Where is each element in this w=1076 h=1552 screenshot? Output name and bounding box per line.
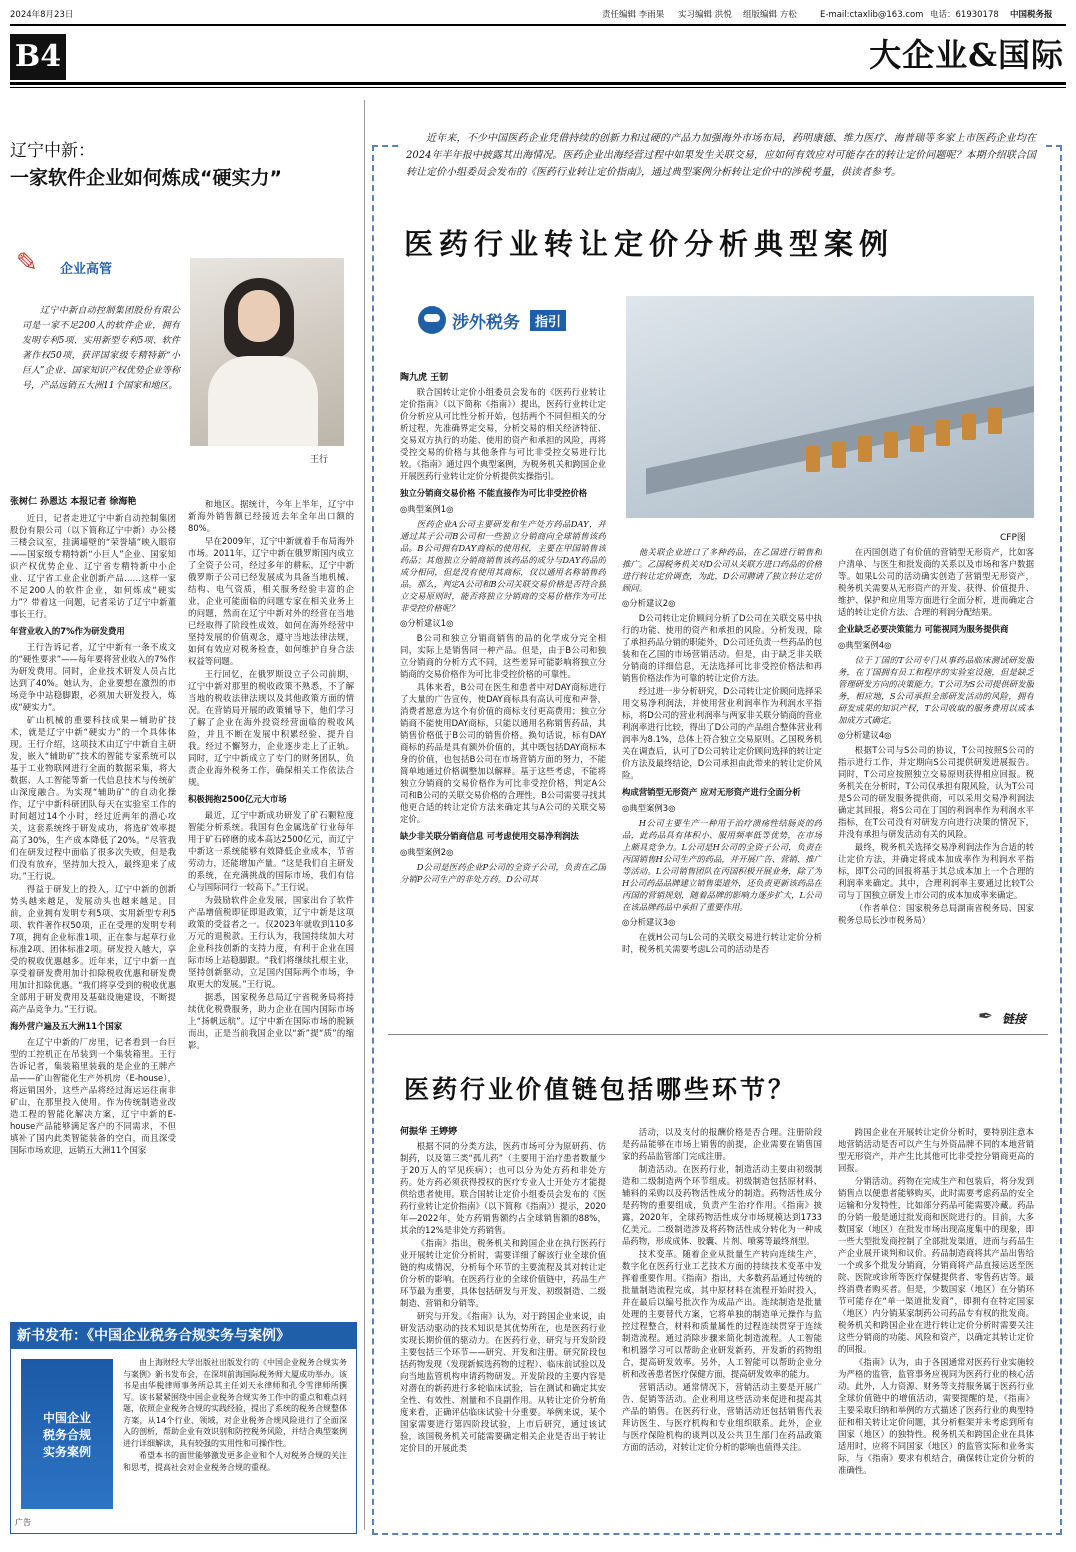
left-column-divider: [364, 100, 365, 1530]
logo-ribbon-icon: [424, 314, 440, 322]
book-cover-line2: 税务合规: [42, 1428, 91, 1442]
vial: [910, 426, 924, 452]
paragraph: 跨国企业在开展转让定价分析时，要特别注意本地营销活动是否可以产生与外资品牌不同的本地营销型无形资产，并产生比其他可比非受控分销商更高的回报。: [838, 1127, 1034, 1173]
book-cover-line1: 中国企业: [42, 1411, 91, 1425]
paragraph: 在辽宁中新的厂房里，记者看到一台巨型的工控机正在吊装到一个集装箱里。王行告诉记者，集装箱里装载的是企业的王牌产品——矿山智能化生产外机房（E-house），将远销国外，这些产品将经过海运运往南非矿山，在那里投入使用。作为传统制造业改造工程的智能化解决方案，辽宁中新的E-house产品能够满足客户的不同需求，不但填补了国内此类智能装备的空白，而且深受国际市场欢迎，远销五大洲11个国家: [10, 1037, 176, 1155]
case-paragraph: 位于丁国的T公司专门从事药品临床测试研发服务，在丁国拥有员工和程序的实验室设施，但是缺乏管理研发方向的决策能力。T公司为S公司提供研发服务，相应地，S公司承担全部研发活动的风险，拥有研发成果的知识产权，T公司收取的服务费用以成本加成方式确定。: [838, 655, 1034, 725]
paper-name: 中国税务报: [1010, 10, 1053, 20]
paragraph: 经过进一步分析研究，D公司转让定价顾问选择采用交易净利润法，并使用营业利润率作为利润水平指标，将D公司的营业利润率与两家非关联分销商的营业利润率进行比较，得出了D公司的产品组合整体营业利润率为8.1%，总体上符合独立交易原则。乙国税务机关在调查后，认可了D公司转让定价顾问选择的转让定价方法及最终结论，D公司承担由此带来的转让定价风险。: [622, 686, 822, 780]
vial: [988, 408, 1002, 434]
paragraph: 王行告诉记者，辽宁中新有一条不成文的“硬性要求”——每年要将营业收入的7%作为研发费用。同时，企业技术研发人员占比达到了40%。她认为，企业要想在激烈的市场竞争中站稳脚跟，必须加大研发投入，炼成“硬实力”。: [10, 642, 176, 712]
paragraph: D公司转让定价顾问分析了D公司在关联交易中执行的功能、使用的资产和承担的风险。分析发现，除了承担药品分销的职能外，D公司还负责一些药品的包装和在乙国的市场营销活动。但是，由于缺乏非关联分销商的详细信息，无法选择可比非受控价格法和再销售价格法作为可靠的转让定价方法。: [622, 613, 822, 683]
issue-date: 2024年8月23日: [10, 10, 74, 20]
book-ad-body: [123, 1357, 347, 1474]
page-header: [10, 8, 1066, 22]
feature-lead: 近年来，不少中国医药企业凭借持续的创新力和过硬的产品力加强海外市场布局，药明康德、维力医疗、海普瑞等多家上市医药企业均在2024年半年报中披露其出海情况。医药企业出海经营过程中如果发生关联交易，应如何有效应对可能存在的转让定价问题呢？本期介绍联合国转让定价小组委员会发布的《医药行业转让定价指南》，通过典型案例分析转让定价中的涉税考量，供读者参考。: [400, 130, 1042, 181]
vial: [858, 436, 872, 462]
page-code-box: [10, 34, 66, 80]
case-label: ◎分析建议4◎: [838, 730, 892, 740]
paragraph: 最近，辽宁中新成功研发了矿石颗粒度智能分析系统。我国有色金属选矿行业每年用于矿石碎磨的成本高达2500亿元，而辽宁中新这一系统能够有效降低企业成本，节省劳动力，还能增加产量。“这是我们自主研发的系统，在充满挑战的国际市场，我们有信心与国际同行一较高下。”王行说。: [188, 810, 354, 892]
paragraph: 分销活动。药物在完成生产和包装后，将分发到销售点以便患者能够购买，此时需要考虑药品的安全运输和分发特性，比如部分药品可能需要冷藏。药品的分销一般是通过批发商和医院进行的。目前，大多数国家（地区）在批发市场出现高度集中的现象，即一些大型批发商控制了全部批发渠道，进而与药品生产企业展开谈判和议价。药品制造商将其产品出售给一个或多个批发分销商，分销商将产品直接运送至医院、医院或诊所等医疗保健提供者、零售药店等。最终消费者购买者。但是，少数国家（地区）在分销环节可能存在“单一渠道批发商”，即拥有在特定国家（地区）内分销某家制药公司药品专有权的批发商。税务机关和跨国企业在进行转让定价分析时需要关注这些分销商的功能、风险和资产，以确定其转让定价的回报。: [838, 1176, 1034, 1354]
paragraph: 据悉，国家税务总局辽宁省税务局将持续优化税费服务，助力企业在国内国际市场上“扬帆远航”。辽宁中新在国际市场的脱颖而出，正是当前我国企业以“新”提“质”的缩影。: [188, 992, 354, 1050]
subheading: 年营业收入的7%作为研发费用: [10, 626, 125, 636]
paragraph: 近日，记者走进辽宁中新自动控制集团股份有限公司（以下简称辽宁中新）办公楼三楼会议室，挂满墙壁的“荣誉墙”映入眼帘——国家级专精特新“小巨人”企业、国家知识产权优势企业、辽宁省专精特新中小企业、辽宁省工业企业创新产品……这样一家不足200人的软件企业，如何炼成“硬实力”？带着这一问题，记者采访了辽宁中新董事长王行。: [10, 513, 176, 619]
paragraph: 在就H公司与L公司的关联交易进行转让定价分析时，税务机关需要考虑L公司的活动是否: [622, 932, 822, 954]
vial: [884, 432, 898, 458]
ad-tag: 广告: [15, 1518, 31, 1527]
case-label: ◎典型案例4◎: [838, 640, 892, 650]
book-ad-paragraph-2: 希望本书的面世能够激发更多企业和个人对税务合规的关注和思考，提高社会对企业税务合规的重视。: [123, 1451, 347, 1472]
portrait-face: [238, 290, 280, 342]
book-ad: [10, 1322, 357, 1534]
subheading: 海外营户遍及五大洲11个国家: [10, 1021, 123, 1031]
subheading: 缺少非关联分销商信息 可考虑使用交易净利润法: [400, 831, 579, 841]
subheading: 构成营销型无形资产 应对无形资产进行全面分析: [622, 787, 801, 797]
left-article-kicker: 辽宁中新：: [10, 141, 95, 161]
paragraph: 早在2009年，辽宁中新就着手布局海外市场。2011年，辽宁中新在俄罗斯国内成立了全资子公司，经过多年的耕耘，辽宁中新俄罗斯子公司已经发展成为具备当地机械、结构、电气资质，相关服务经验丰富的企业，企业可能面临的问题专家在相关业务上的问题，然而在辽宁中新对外的经营在当地已经取得了阶段性成效，如何在海外经营中坚持发展的价值观念，遵守当地法律法规，如何有效应对税务检查，如何维护自身合法权益等问题。: [188, 536, 354, 666]
article2-col2: [622, 1126, 822, 1520]
paragraph: 和地区。据统计，今年上半年，辽宁中新海外销售额已经接近去年全年出口额的80%。: [188, 499, 354, 533]
article1-col2: [622, 546, 822, 996]
article1-col3: [838, 546, 1034, 996]
book-cover-line3: 实务案例: [42, 1445, 91, 1459]
article1-title: 医药行业转让定价分析典型案例: [404, 227, 895, 261]
header-rule: [10, 24, 1066, 26]
left-article-col2: [188, 498, 354, 1306]
link-tag-text: 链接: [1002, 1012, 1027, 1026]
book-cover: [21, 1359, 113, 1509]
section-title: 大企业&国际: [869, 36, 1064, 74]
link-tag: [978, 1006, 1040, 1030]
left-article-intro: 辽宁中新自动控制集团股份有限公司是一家不足200人的软件企业，拥有发明专利5项、实用新型专利5项、软件著作权50项，获评国家级专精特新“小巨人”企业、国家知识产权优势企业等称号，产品远销五大洲11个国家和地区。: [22, 306, 180, 391]
contact-email[interactable]: E-mail:ctaxlib@163.com: [820, 10, 924, 20]
paragraph: 根据不同的分类方法，医药市场可分为原研药、仿制药，以及第三类“孤儿药”（主要用于治疗患者数量少于20万人的罕见疾病）；也可以分为处方药和非处方药。处方药必须获得授权的医疗专业人士开处方才能提供给患者使用。联合国转让定价小组委员会发布的《医药行业转让定价指南》（以下简称《指南》）提示，2020年—2022年，处方药销售额约占全球销售额的88%，其余的12%是非处方药销售。: [400, 1141, 606, 1235]
vial: [936, 420, 950, 446]
paragraph: 根据T公司与S公司的协议，T公司按照S公司的指示进行工作，并定期向S公司提供研发进展报告。同时，T公司应按照独立交易原则获得相应回报。税务机关在分析时，T公司仅承担有限风险，认为T公司是S公司的研发服务提供商，可以采用交易净利润法确定其回报，将S公司在丁国的利润率作为利润水平指标，在T公司没有对研发方向进行决策的情况下，并没有承担与研发活动有关的风险。: [838, 745, 1034, 839]
responsible-editor: 责任编辑 李雨果: [602, 10, 665, 20]
section-rule: [10, 82, 1066, 85]
paragraph: 《指南》认为，由于各国通常对医药行业实施较为严格的监管，监管事务应视同为医药行业的核心活动。此外，人力资源、财务等支持服务属于医药行业全球价值链中的增值活动，需要提醒的是，《指南》主要采取归纳和举例的方式描述了医药行业的典型特征和相关转让定价问题，其分析框架并未考虑到所有国家（地区）的独特性。税务机关和跨国企业在具体适用时，应将不同国家（地区）的监管实际和业务实际，与《指南》要求有机结合，确保转让定价分析的准确性。: [838, 1357, 1034, 1475]
paragraph: 联合国转让定价小组委员会发布的《医药行业转让定价指南》（以下简称《指南》）提出，医药行业转让定价分析应从可比性分析开始，包括两个不同但相关的分析过程，先准确界定交易，分析交易的相关经济特征、交易双方执行的功能、使用的资产和承担的风险，再将受控交易的价格与其他条件与可比非受控交易进行比较。《指南》通过四个典型案例，为税务机关和跨国企业开展医药行业转让定价分析提供实操指引。: [400, 387, 606, 481]
subheading: 企业缺乏必要决策能力 可能视同为服务提供商: [838, 624, 1009, 634]
paragraph: 《指南》指出，税务机关和跨国企业在执行医药行业开展转让定价分析时，需要详细了解该行业全球价值链的构成情况，分析每个环节的主要流程及其对转让定价分析的影响。在医药行业的全球价值链中，药品生产环节最为重要，具体包括研发与开发、初级制造、二级制造、营销和分销等。: [400, 1238, 606, 1308]
column-logo-2-tag: 指引: [530, 310, 566, 331]
paragraph: 营销活动。通常情况下，营销活动主要是开展广告、促销等活动。企业利用这些活动来促进和提高其产品的销售。在医药行业，营销活动还包括销售代表拜访医生、与医疗机构和专业组织联系。此外，企业与医疗保险机构的谈判以及公共卫生部门在药品政策方面的活动，对转让定价分析的影响也值得关注。: [622, 1382, 822, 1452]
column-logo-text: 企业高管: [60, 262, 113, 277]
paragraph: 矿山机械的重要科技成果—辅助矿技术，就是辽宁中新“硬实力”的一个具体体现。王行介绍，这项技术由辽宁中新自主研发，嵌入“辅助矿”技术的智能专家系统可以基于工业物联网进行全面的数据采集，将大数据、人工智能等新一代信息技术与传统矿山深度融合。为实现“辅助矿”的自动化操作，辽宁中新科研团队每天在实验室工作的时间超过14个小时，经过近两年的潜心攻关，这套系统终于研发成功，将选矿效率提高了30%，生产成本降低了20%。“尽管我们在研发过程中面临了很多次失败，但是我们没有放弃，坚持加大投入，最终迎来了成功。”王行说。: [10, 715, 176, 881]
paragraph: 具体来看，B公司在医生和患者中对DAY商标进行了大量的广告宣传，使DAY商标具有高认可度和声誉，消费者愿意为这个有价值的商标支付更高费用；独立分销商不能使用DAY商标，只能以通用名称销售药品，其销售价格低于B公司的销售价格。换句话说，标有DAY商标的药品是具有额外价值的，其中既包括DAY商标本身的价值，也包括B公司在市场营销方面的努力，不能简单地通过价格调整加以解释。基于这些考虑，不能将独立分销商的交易价格作为可比非受控价格，判定A公司和B公司的关联交易价格的合理性，B公司需要寻找其他更合适的转让定价方法来确定其与A公司的关联交易定价。: [400, 682, 606, 824]
paragraph: B公司和独立分销商销售的品的化学成分完全相同，实际上是销售同一种产品。但是，由于B公司和独立分销商的分析方式不同，这些差异可能影响将独立分销商的交易价格作为可比非受控价格的可靠性。: [400, 633, 606, 679]
case-paragraph: 医药企业A公司主要研发和生产处方药品DAY，并通过其子公司B公司和一些独立分销商向全球销售该药品。B公司拥有DAY商标的使用权，主要在甲国销售该药品；其他独立分销商销售该药品的成分与DAY药品的成分相同，但是没有使用其商标，仅以通用名称销售药品。那么，判定A公司和B公司关联交易价格是否符合独立交易原则时，能否将独立分销商的交易价格作为可比非受控价格呢？: [400, 519, 606, 613]
author-affiliation: （作者单位：国家税务总局湖南省税务局、国家税务总局长沙市税务局）: [838, 903, 1034, 925]
case-paragraph: H公司主要生产一种用于治疗溃疡性结肠炎的药品，此药品具有体积小、服用频率低等优势，在市场上颇具竞争力。L公司是H公司的全资子公司，负责在丙国销售H公司生产的药品，并开展广告、营销、推广等活动。L公司销售团队在丙国积极开展业务，除了为H公司药品品牌建立销售渠道外，还负责更新该药品在丙国的营销规划，随着品牌的影响力逐步扩大，L公司在该品牌药品中承担了重要作用。: [622, 818, 822, 912]
contact-phone: 电话：61930178: [930, 10, 999, 20]
article-divider: [388, 1034, 1048, 1035]
left-article: [10, 140, 355, 1310]
vial: [832, 442, 846, 468]
lab-photo: [626, 296, 1034, 518]
vial: [806, 446, 820, 472]
paragraph: 得益于研发上的投入，辽宁中新的创新势头越来越足，发展动头也越来越足。目前，企业拥有发明专利5项、实用新型专利5项、软件著作权50项，正在受理的发明专利7项，拥有企业标准1项，正在参与起草行业标准2项、团体标准2项。研发投入越大，享受的税收优惠越多。近年来，辽宁中新一直享受着研发费用加计扣除税收优惠和研发费用加计扣除优惠。“我们将享受到的税收优惠全部用于研发费用及基础设施建设，不断提高产品竞争力。”王行说。: [10, 884, 176, 1014]
case-label: ◎典型案例2◎: [400, 847, 454, 857]
article1-byline: 陶九虎 王韧: [400, 373, 449, 383]
paragraph: 为鼓励软件企业发展，国家出台了软件产品增值税即征即退政策，辽宁中新是这项政策的受益者之一。仅2023年就收到110多万元的退税款。王行认为，我国持续加大对企业科技创新的支持力度，有利于企业在国际市场上站稳脚跟。“我们将继续扎根主业，坚持创新驱动，立足国内国际两个市场，争取更大的发展。”王行说。: [188, 895, 354, 989]
portrait-body: [208, 356, 318, 446]
paragraph: 研究与开发。《指南》认为，对于跨国企业来说，由研发活动驱动的技术知识是其优势所在，也是医药行业实现长期价值的驱动力。在医药行业，研究与开发阶段主要包括三个环节——研究、开发和注册。研究阶段包括药物发现（发现新候选药物的过程）、临床前试验以及向当地监管机构申请药物研发。开发阶段的主要内容是对潜在的新药进行多轮临床试验，旨在测试和确定其安全性、有效性、剂量和不良副作用。从转让定价分析角度来看，正确评估临床试验十分重要。举例来说，某个国家需要进行第四阶段试验，上市后研究，通过该试验，该国税务机关可能需要确定相关企业是否出于转让定价目的开展此类: [400, 1311, 606, 1453]
vial: [962, 414, 976, 440]
page-code: B4: [14, 39, 62, 74]
left-article-title: 一家软件企业如何炼成“硬实力”: [10, 167, 282, 189]
case-label: ◎分析建议3◎: [622, 917, 676, 927]
quill-icon: ✒: [978, 1006, 994, 1027]
left-article-col1: [10, 512, 176, 1312]
paragraph: 在丙国创造了有价值的营销型无形资产，比如客户清单、与医生和批发商的关系以及市场和客户数据等。如果L公司的活动确实创造了营销型无形资产，税务机关需要从无形资产的开发、获得、价值提升、维护、保护和应用等方面进行全面分析，进而确定合适的转让定价方法、合理的利润分配结果。: [838, 547, 1034, 617]
book-ad-banner-text: 新书发布：《中国企业税务合规实务与案例》: [17, 1328, 290, 1344]
paragraph: 制造活动。在医药行业，制造活动主要由初级制造和二级制造两个环节组成。初级制造包括原材料、辅料的采购以及药物活性成分的制造。药物活性成分是药物的重要组成，负责产生治疗作用。《指南》披露，2020年，全球药物活性成分市场规模达到1733亿美元。二级制造涉及将药物活性成分转化为一种成品药物，形成成体、胶囊、片剂、喷雾等最终剂型。: [622, 1164, 822, 1246]
left-article-byline: 张树仁 孙恩达 本报记者 徐海艳: [10, 497, 137, 507]
case-label: ◎分析建议1◎: [400, 618, 454, 628]
book-ad-paragraph: 由上海财经大学出版社出版发行的《中国企业税务合规实务与案例》新书发布会，在深圳前海国际税务师大厦成功举办。该书是由华税律师事务所总其主任刘天永律师和孔令雪律师所撰写。该书紧紧围绕中国企业税务合规实务工作中的重点和难点问题，依照企业税务合规的实践经验，提出了系统的税务合规整体方案，从14个行业、领域，对企业税务合规风险进行了全面深入的剖析，帮助企业有效识别和防控税务风险，并结合典型案例进行详细解读，具有较强的实用性和可操作性。: [123, 1358, 347, 1448]
article2-col1: [400, 1140, 606, 1520]
executive-photo: [190, 258, 344, 446]
case-label: ◎分析建议2◎: [622, 598, 676, 608]
subheading: 积极拥抱2500亿元大市场: [188, 794, 287, 804]
case-paragraph: D公司是医药企业P公司的全资子公司，负责在乙国分销P公司生产的非处方药。D公司其: [400, 862, 606, 884]
case-label: ◎典型案例1◎: [400, 504, 454, 514]
section-rule-thin: [10, 87, 1066, 88]
photo-credit: CFP图: [1000, 533, 1026, 543]
column-logo-2: [418, 304, 580, 338]
article2-col3: [838, 1126, 1034, 1520]
case-paragraph: 他关联企业进口了多种药品，在乙国进行销售和推广。乙国税务机关对D公司从关联方进口药品的价格进行转让定价调查，为此，D公司聘请了独立转让定价顾问。: [622, 547, 822, 593]
article2-byline: 何振华 王婷婷: [400, 1127, 458, 1137]
paragraph: 技术变革。随着企业从批量生产转向连续生产，数字化在医药行业工艺技术方面的持续技术变革中发挥着重要作用。《指南》指出，大多数药品通过传统的批量制造流程完成，其中原材料在流程开始时投入，并在最后以编号批次作为成品产出。连续制造是批量处理的主要替代方案，它将单独的制造单元操作与监控过程整合，材料和质量属性的过程连续贯穿于连续制造流程。通过消除步骤来简化制造流程。人工智能和机器学习可以帮助企业研发新药，开发新的药物组合，提高研发效率。另外，人工智能可以帮助企业分析和改善患者医疗保健方面，提高研发效率的能力。: [622, 1249, 822, 1379]
article1-col1: [400, 386, 606, 996]
paragraph: 王行回忆，在俄罗斯设立子公司前期，辽宁中新对那里的税收政策不熟悉，不了解当地的税收法律法规以及其他政策方面的情况。在营销局开展的政策辅导下，他们学习了解了企业在海外投资经营面临的税收风险，并且不断在发展中积累经验、提升自我。经过不懈努力，企业逐步走上了正轨。同时，辽宁中新成立了专门的财务团队，负责企业海外税务工作，确保相关工作依法合规。: [188, 669, 354, 787]
intern-editor: 实习编辑 洪悦: [678, 10, 732, 20]
pen-icon: ✎: [16, 248, 38, 278]
column-logo: [16, 248, 156, 282]
photo-rail: [646, 383, 1034, 494]
column-logo-2-text: 涉外税务: [452, 313, 520, 333]
layout-editor: 组版编辑 方松: [743, 10, 797, 20]
photo-caption: 王行: [310, 455, 329, 465]
paragraph: 活动，以及支付的报酬价格是否合理。注册阶段是药品能够在市场上销售的前提，企业需要在销售国家的药品监管部门完成注册。: [622, 1127, 822, 1161]
book-ad-banner: [11, 1323, 356, 1349]
paragraph: 最终，税务机关选择交易净利润法作为合适的转让定价方法，并确定将成本加成率作为利润水平指标，即T公司的回报将基于其总成本加上一个合理的利润率来确定。其中，合理利润率主要通过比较T公司与丁国独立研发上市公司的成本加成率来确定。: [838, 842, 1034, 900]
subheading: 独立分销商交易价格 不能直接作为可比非受控价格: [400, 488, 588, 498]
article2-title: 医药行业价值链包括哪些环节？: [404, 1075, 797, 1104]
case-label: ◎典型案例3◎: [622, 803, 676, 813]
